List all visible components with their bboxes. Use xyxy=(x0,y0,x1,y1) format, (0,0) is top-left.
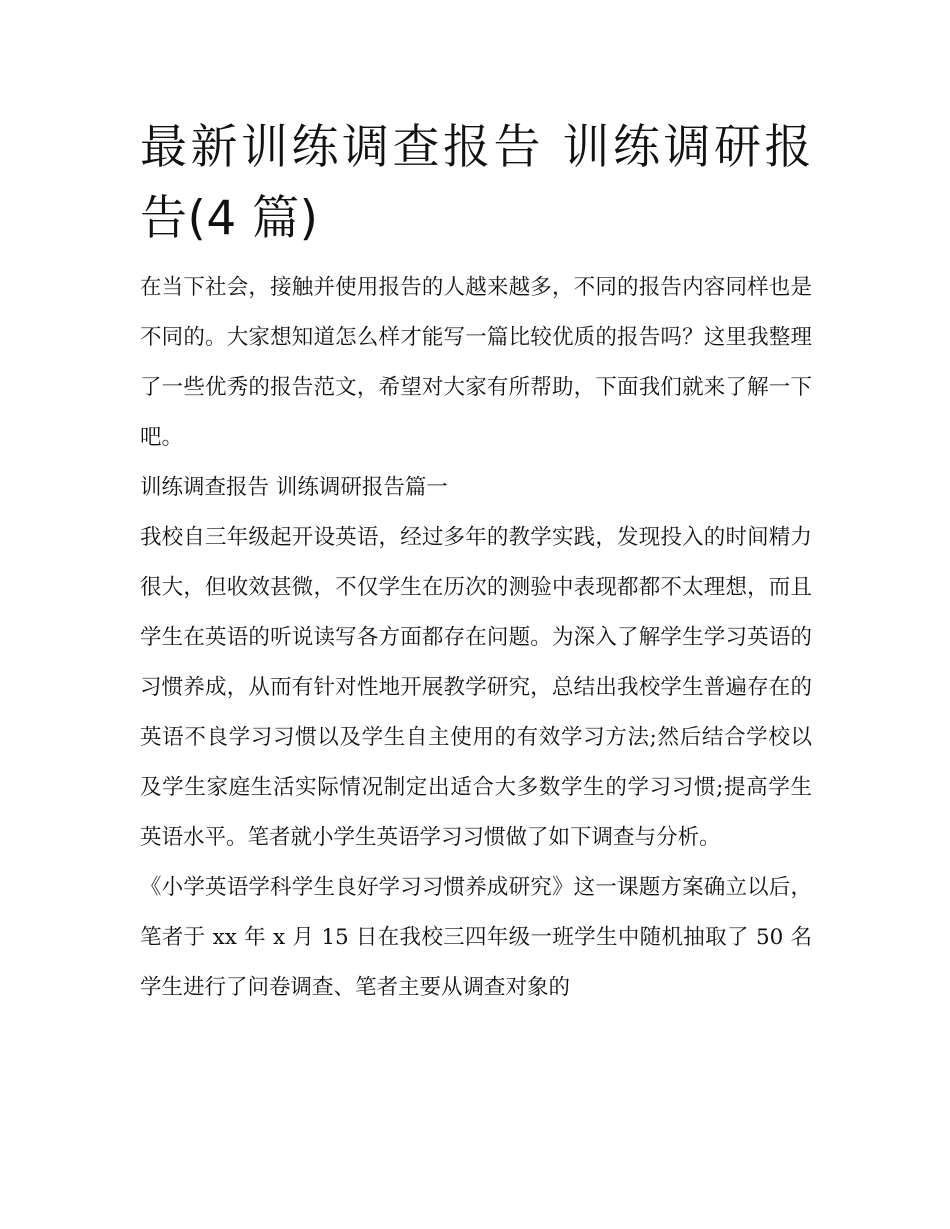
intro-paragraph: 在当下社会，接触并使用报告的人越来越多，不同的报告内容同样也是不同的。大家想知道怎么样才能写一篇比较优质的报告吗？这里我整理了一些优秀的报告范文，希望对大家有所帮助，下面我们就来了解一下吧。 xyxy=(140,275,812,450)
body-paragraph: 我校自三年级起开设英语，经过多年的教学实践，发现投入的时间精力很大，但收效甚微，不仅学生在历次的测验中表现都都不太理想，而且学生在英语的听说读写各方面都存在问题。为深入了解学生学习英语的习惯养成，从而有针对性地开展教学研究，总结出我校学生普遍存在的英语不良学习习惯以及学生自主使用的有效学习方法;然后结合学校以及学生家庭生活实际情况制定出适合大多数学生的学习习惯;提高学生英语水平。笔者就小学生英语学习习惯做了如下调查与分析。 xyxy=(140,525,812,850)
section-heading: 训练调查报告 训练调研报告篇一 xyxy=(140,475,448,500)
document-page xyxy=(140,112,812,1013)
document-title: 最新训练调查报告 训练调研报告(4 篇) xyxy=(140,120,812,246)
body-paragraph: 《小学英语学科学生良好学习习惯养成研究》这一课题方案确立以后，笔者于 xx 年 x 月 15 日在我校三四年级一班学生中随机抽取了 50 名学生进行了问卷调查、笔者主要从调查对象的 xyxy=(140,875,812,1000)
